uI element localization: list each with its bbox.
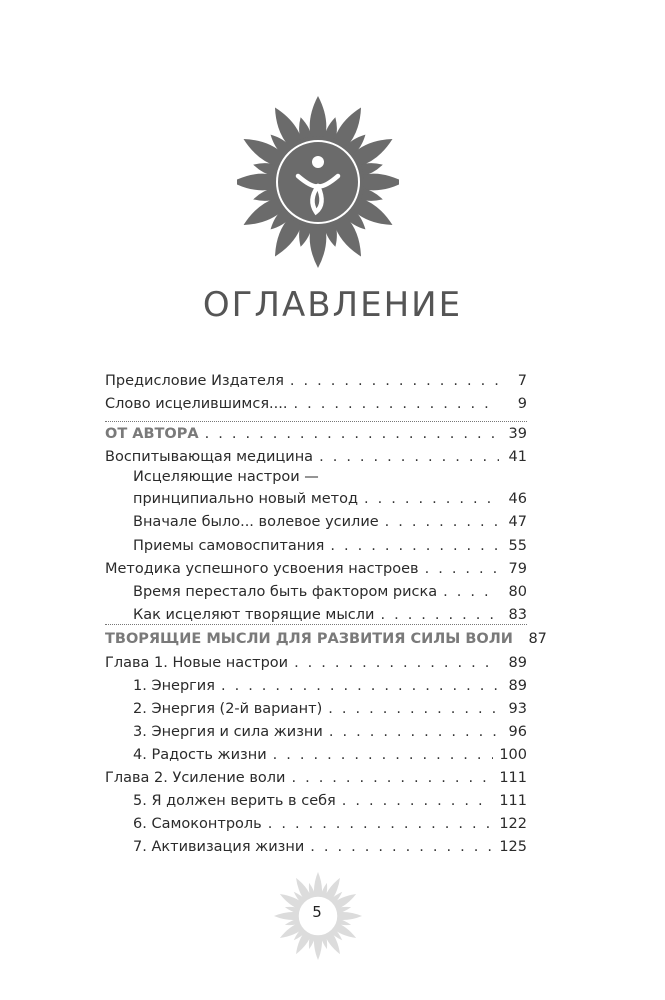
toc-entry-page: 125 xyxy=(499,839,527,855)
toc-entry xyxy=(133,677,527,695)
toc-entry-page: 122 xyxy=(499,816,527,832)
toc-leader xyxy=(319,448,499,466)
section-divider xyxy=(105,421,527,422)
toc-entry-label: 7. Активизация жизни xyxy=(133,839,305,855)
toc-entry xyxy=(105,448,527,466)
toc-entry-label: 3. Энергия и сила жизни xyxy=(133,724,323,740)
toc-entry xyxy=(105,654,527,672)
toc-entry-page: 100 xyxy=(499,747,527,763)
toc-leader xyxy=(443,583,499,601)
section-divider xyxy=(105,624,527,625)
toc-entry-label: Глава 1. Новые настрои xyxy=(105,655,289,671)
toc-entry-label: Исцеляющие настрои — xyxy=(133,469,319,485)
toc-leader xyxy=(425,560,499,578)
toc-entry xyxy=(105,560,527,578)
toc-leader xyxy=(273,746,494,764)
toc-leader xyxy=(385,513,499,531)
toc-entry-label: ОТ АВТОРА xyxy=(105,426,199,442)
toc-entry-label: Время перестало быть фактором риска xyxy=(133,584,438,600)
toc-entry-page: 89 xyxy=(508,655,527,671)
toc-entry xyxy=(133,815,527,833)
toc-entry-page: 46 xyxy=(508,491,527,507)
toc-leader xyxy=(294,654,499,672)
toc-entry-page: 111 xyxy=(499,770,527,786)
toc-entry-label: Глава 2. Усиление воли xyxy=(105,770,286,786)
toc-entry-label: 4. Радость жизни xyxy=(133,747,267,763)
toc-leader xyxy=(329,723,499,741)
toc-leader xyxy=(330,537,499,555)
toc-leader xyxy=(293,395,499,413)
page-title: ОГЛАВЛЕНИЕ xyxy=(202,285,463,325)
toc-entry-page: 80 xyxy=(508,584,527,600)
toc-entry xyxy=(133,490,527,508)
toc-entry-label: 2. Энергия (2-й вариант) xyxy=(133,701,323,717)
toc-entry-label: 1. Энергия xyxy=(133,678,215,694)
toc-entry xyxy=(133,723,527,741)
toc-entry xyxy=(133,838,527,856)
toc-entry-label: Предисловие Издателя xyxy=(105,373,284,389)
toc-entry xyxy=(133,746,527,764)
toc-entry-label: Методика успешного усвоения настроев xyxy=(105,561,419,577)
toc-entry xyxy=(133,583,527,601)
toc-entry xyxy=(133,468,527,486)
toc-leader xyxy=(380,606,499,624)
toc-entry-page: 89 xyxy=(508,678,527,694)
toc-leader xyxy=(291,769,493,787)
toc-entry xyxy=(105,372,527,390)
toc-leader xyxy=(205,425,499,443)
toc-leader xyxy=(328,700,499,718)
sun-logo-icon xyxy=(237,93,399,271)
toc-entry xyxy=(133,700,527,718)
toc-entry-label: Слово исцелившимся.... xyxy=(105,396,288,412)
toc-leader xyxy=(364,490,499,508)
toc-leader xyxy=(268,815,494,833)
toc-entry-page: 111 xyxy=(499,793,527,809)
toc-entry-label: принципиально новый метод xyxy=(133,491,359,507)
toc-entry xyxy=(133,537,527,555)
toc-entry xyxy=(133,606,527,624)
toc-entry-label: 5. Я должен верить в себя xyxy=(133,793,336,809)
toc-leader xyxy=(342,792,494,810)
toc-entry-page: 7 xyxy=(517,373,527,389)
toc-entry xyxy=(105,395,527,413)
toc-entry-page: 79 xyxy=(508,561,527,577)
toc-entry-label: 6. Самоконтроль xyxy=(133,816,262,832)
page-number: 5 xyxy=(312,903,322,921)
toc-leader xyxy=(290,372,499,390)
toc-entry-label: Воспитывающая медицина xyxy=(105,449,314,465)
toc-entry-page: 39 xyxy=(508,426,527,442)
toc-leader xyxy=(310,838,493,856)
toc-entry-page: 47 xyxy=(508,514,527,530)
toc-entry-page: 41 xyxy=(508,449,527,465)
toc-entry-page: 55 xyxy=(508,538,527,554)
toc-entry-page: 93 xyxy=(508,701,527,717)
toc-entry-label: Как исцеляют творящие мысли xyxy=(133,607,375,623)
toc-section-heading xyxy=(105,630,547,648)
toc-entry-label: Приемы самовоспитания xyxy=(133,538,325,554)
toc-entry-label: ТВОРЯЩИЕ МЫСЛИ ДЛЯ РАЗВИТИЯ СИЛЫ ВОЛИ xyxy=(105,631,513,647)
toc-leader xyxy=(221,677,499,695)
toc-entry-page: 87 xyxy=(528,631,547,647)
toc-entry-page: 9 xyxy=(517,396,527,412)
toc-entry xyxy=(133,792,527,810)
toc-entry xyxy=(133,513,527,531)
toc-entry xyxy=(105,769,527,787)
toc-entry-label: Вначале было... волевое усилие xyxy=(133,514,379,530)
toc-entry-page: 96 xyxy=(508,724,527,740)
toc-section-heading xyxy=(105,425,527,443)
toc-entry-page: 83 xyxy=(508,607,527,623)
